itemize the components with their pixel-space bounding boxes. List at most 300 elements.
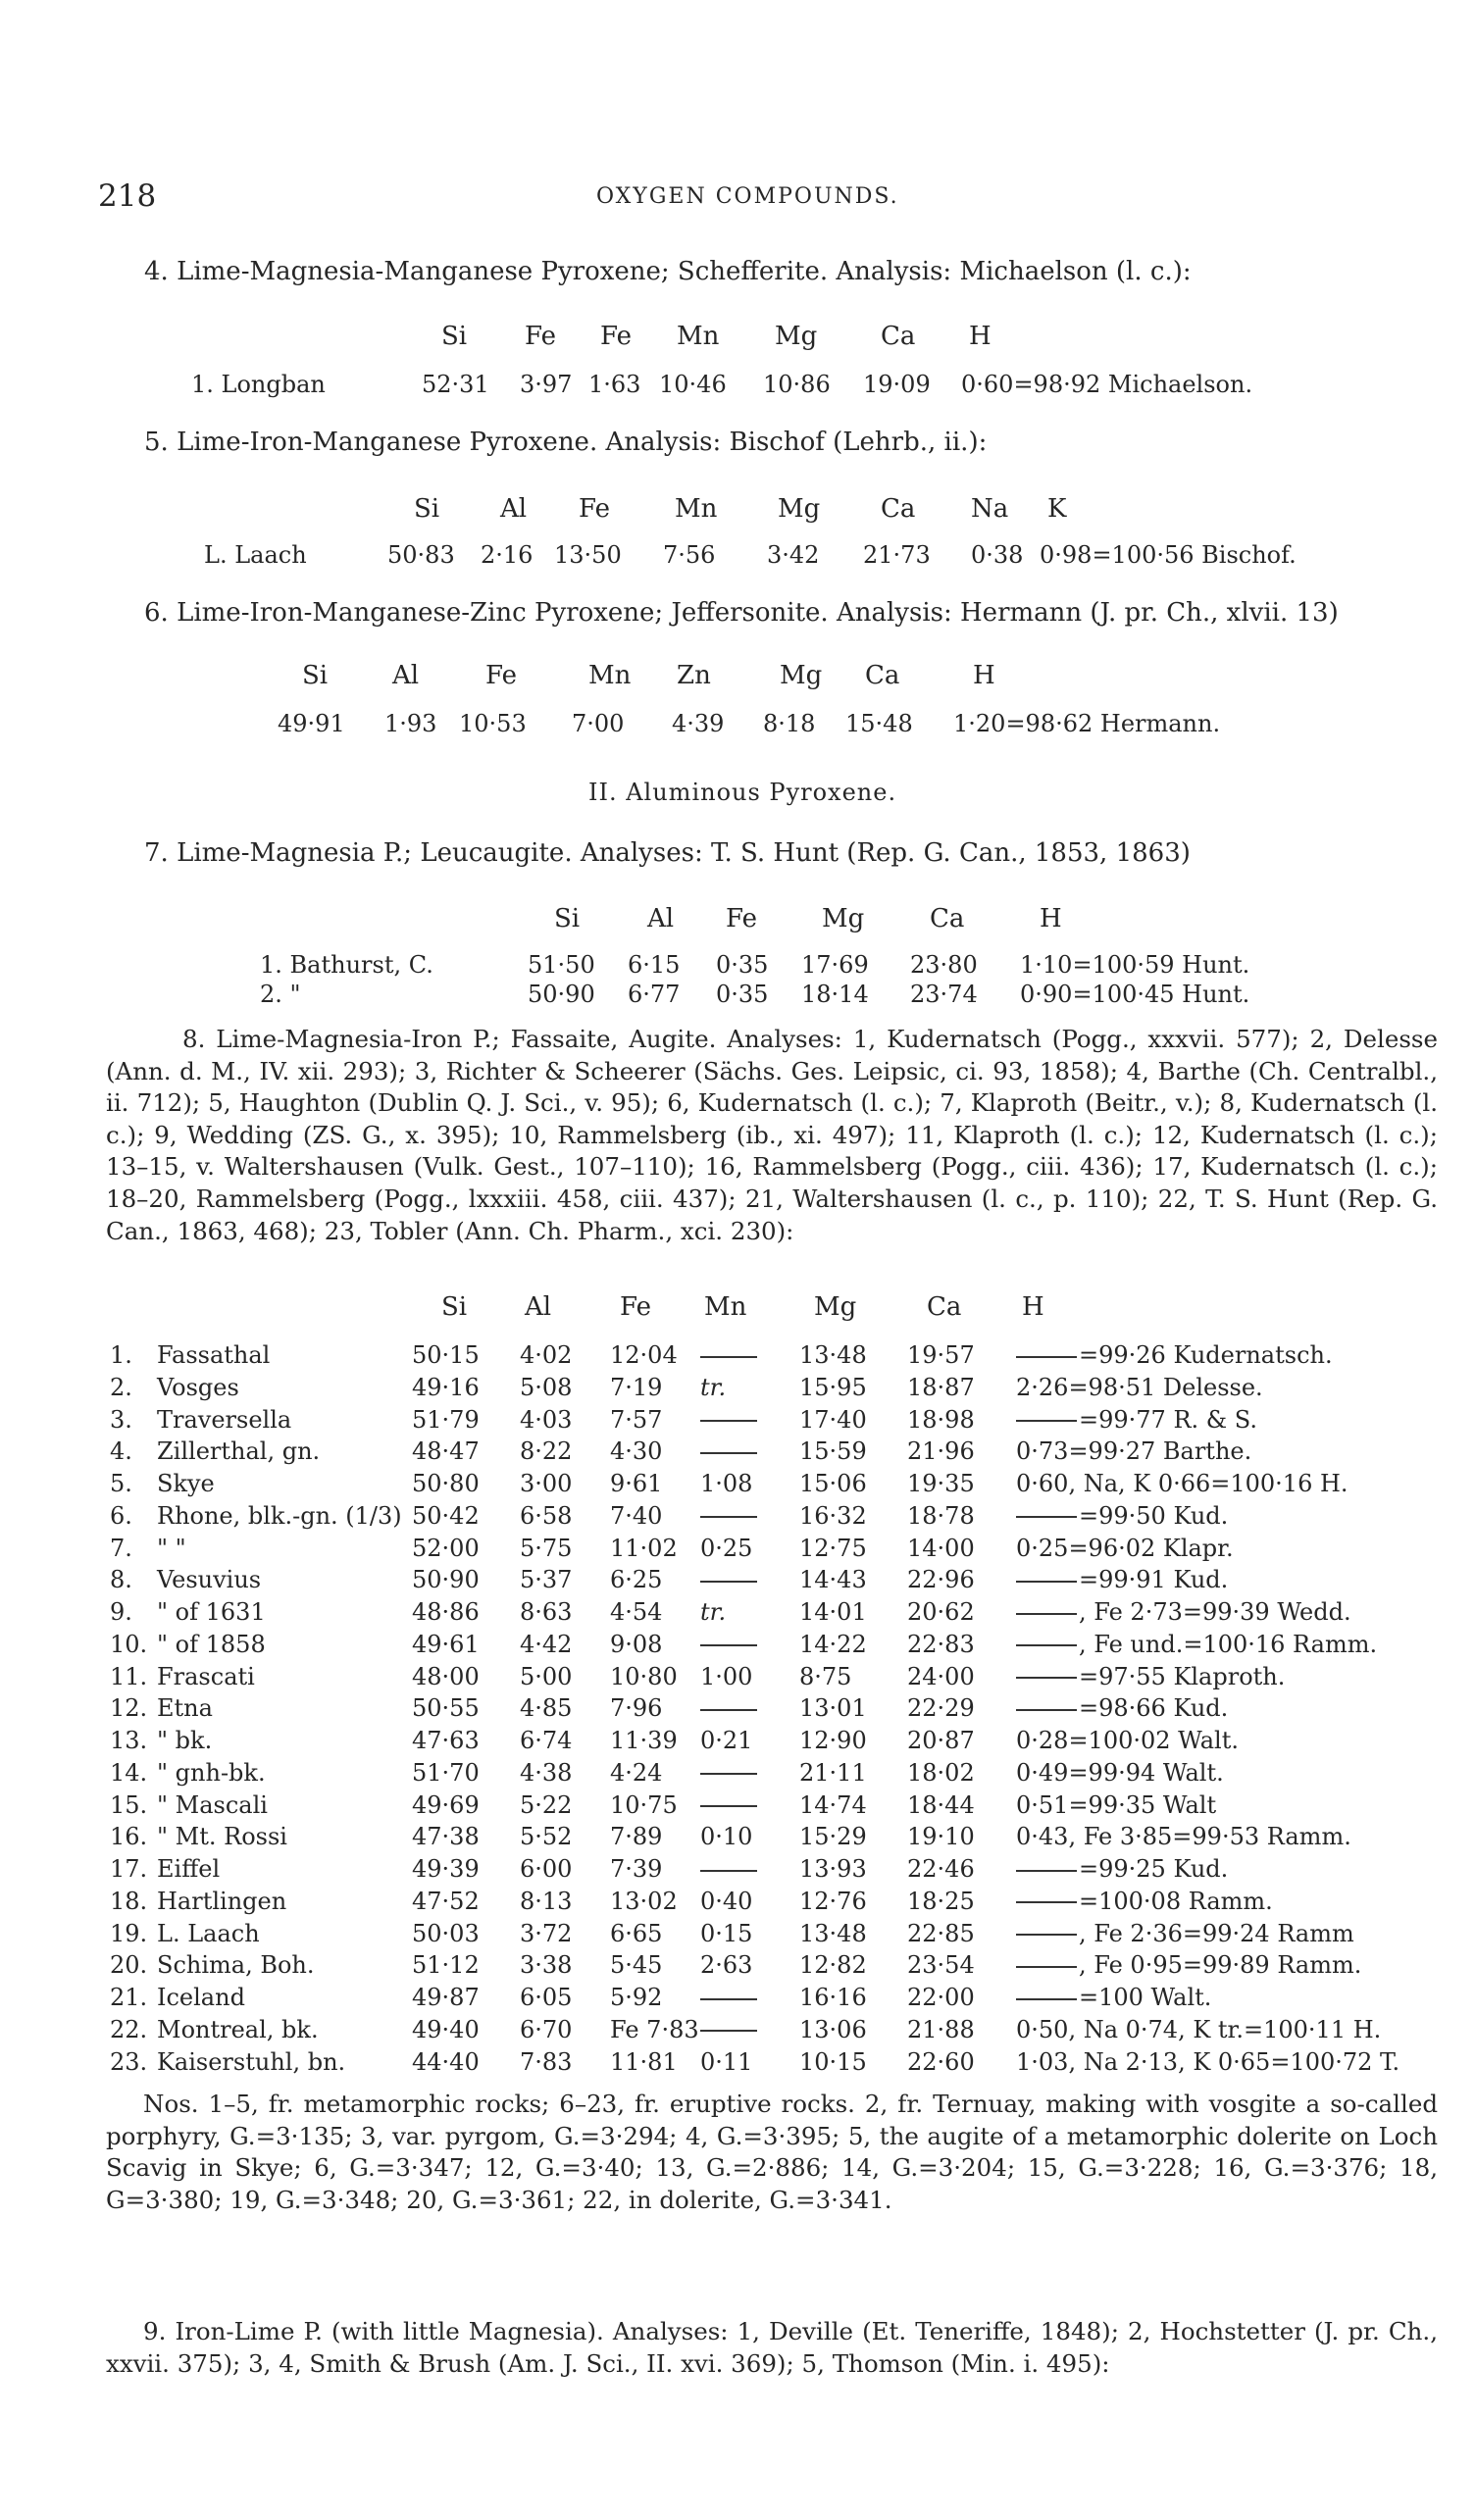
dash [1016, 1613, 1077, 1615]
row-label: 2. " [260, 981, 301, 1008]
cell-si: 51·79 [412, 1405, 480, 1434]
cell-ca: 22·60 [907, 2047, 975, 2076]
col-h: H [973, 661, 995, 690]
cell-n: 14. [110, 1758, 148, 1787]
cell-n: 17. [110, 1855, 148, 1883]
cell-text: , Fe 0·95=99·89 Ramm. [1079, 1951, 1362, 1980]
table-row [0, 1855, 1475, 1889]
cell-mg: 13·48 [799, 1919, 867, 1947]
cell-ca: 22·96 [907, 1566, 975, 1594]
cell-loc: Rhone, blk.-gn. (1/3) [157, 1501, 402, 1530]
cell-mg: 13·48 [799, 1341, 867, 1369]
col-al: Al [500, 494, 528, 524]
table-row [0, 2016, 1475, 2049]
cell-n: 21. [110, 1984, 148, 2011]
cell-mn: 0·21 [700, 1727, 753, 1754]
table-row [0, 1470, 1475, 1503]
cell-al: 4·42 [520, 1630, 573, 1658]
cell-ca: 19·57 [907, 1341, 975, 1369]
cell-si: 49·61 [412, 1630, 480, 1658]
cell-si: 47·63 [412, 1727, 480, 1754]
cell-loc: Montreal, bk. [157, 2015, 319, 2043]
cell-mn: 0·25 [700, 1534, 753, 1562]
cell-rest [1016, 1855, 1228, 1883]
cell-mn [700, 1759, 757, 1787]
cell-fe: 7·19 [610, 1373, 663, 1401]
cell-mg: 15·95 [799, 1373, 867, 1401]
cell-mg: 13·06 [799, 2015, 867, 2043]
section-7-header [0, 904, 1475, 943]
cell-al: 6·58 [520, 1501, 573, 1530]
cell-si: 51·12 [412, 1951, 480, 1980]
page-number: 218 [98, 178, 157, 214]
cell-ca: 22·00 [907, 1984, 975, 2011]
cell-mg: 16·16 [799, 1984, 867, 2011]
cell-n: 1. [110, 1341, 132, 1369]
cell-fe: 11·02 [610, 1534, 678, 1562]
cell: 3·97 [520, 371, 573, 398]
table-row [0, 1951, 1475, 1985]
cell-mg: 10·15 [799, 2047, 867, 2076]
dash [1016, 1966, 1077, 1968]
cell-mg: 12·76 [799, 1887, 867, 1915]
cell-n: 7. [110, 1534, 132, 1562]
cell: 6·15 [628, 951, 681, 979]
col-fe2: Fe [525, 322, 557, 351]
cell-rest: 0·51=99·35 Walt [1016, 1790, 1217, 1819]
cell-fe: 11·81 [610, 2047, 678, 2076]
cell-rest [1016, 1566, 1228, 1593]
cell: 10·53 [459, 710, 527, 737]
section-4-header [0, 322, 1475, 361]
section-4-title: 4. Lime-Magnesia-Manganese Pyroxene; Schefferite. Analysis: Michaelson (l. c.): [144, 257, 1192, 286]
cell: 21·73 [863, 541, 931, 569]
cell-fe: 10·75 [610, 1790, 678, 1819]
cell: 51·50 [528, 951, 595, 979]
cell-loc: Etna [157, 1694, 213, 1723]
cell-al: 5·22 [520, 1790, 573, 1819]
cell-mn [700, 1855, 757, 1883]
cell-si: 52·00 [412, 1534, 480, 1562]
cell-fe: 4·30 [610, 1437, 663, 1466]
cell-n: 10. [110, 1630, 148, 1658]
cell-ca: 23·54 [907, 1951, 975, 1980]
cell-ca: 14·00 [907, 1534, 975, 1562]
cell-mg: 12·75 [799, 1534, 867, 1562]
cell-si: 44·40 [412, 2047, 480, 2076]
cell: 1·93 [384, 710, 437, 737]
cell-n: 16. [110, 1823, 148, 1851]
cell-n: 22. [110, 2015, 148, 2043]
cell: 0·35 [716, 951, 769, 979]
cell-n: 11. [110, 1662, 148, 1690]
dash [700, 1420, 757, 1422]
cell-fe: 11·39 [610, 1727, 678, 1754]
cell-rest: 0·49=99·94 Walt. [1016, 1758, 1224, 1787]
cell: 10·86 [763, 371, 831, 398]
dash [1016, 1998, 1077, 2000]
cell-text: =99·50 Kud. [1079, 1501, 1229, 1530]
section-7-row-2 [0, 981, 1475, 1014]
cell-n: 5. [110, 1470, 132, 1497]
cell-text: =99·25 Kud. [1079, 1855, 1229, 1883]
cell-loc: Vosges [157, 1373, 239, 1401]
cell-rest: 0·60, Na, K 0·66=100·16 H. [1016, 1470, 1348, 1497]
cell-mn: 0·10 [700, 1823, 753, 1851]
cell: 1·10=100·59 Hunt. [1020, 951, 1250, 979]
table-row [0, 1502, 1475, 1536]
cell: 0·60=98·92 Michaelson. [961, 371, 1253, 398]
cell-rest [1016, 1598, 1351, 1626]
col-ca: Ca [930, 904, 965, 933]
cell-loc: Eiffel [157, 1855, 221, 1883]
cell-mg: 14·22 [799, 1630, 867, 1658]
col-mg: Mg [780, 661, 823, 690]
cell-fe: 6·25 [610, 1566, 663, 1594]
cell-ca: 18·25 [907, 1887, 975, 1915]
cell-mn [700, 2016, 757, 2043]
cell-ca: 19·10 [907, 1823, 975, 1851]
cell-rest [1016, 1694, 1228, 1722]
cell-al: 4·85 [520, 1694, 573, 1723]
cell-mn: tr. [700, 1373, 727, 1401]
cell-mn [700, 1694, 757, 1722]
dash [700, 1452, 757, 1454]
cell-mg: 14·74 [799, 1790, 867, 1819]
cell: 52·31 [422, 371, 489, 398]
cell-n: 6. [110, 1501, 132, 1530]
cell-mn: 2·63 [700, 1951, 753, 1980]
cell-rest [1016, 1341, 1333, 1369]
col-fe: Fe [579, 494, 611, 524]
cell-mn [700, 1437, 757, 1465]
cell-mn: 0·40 [700, 1887, 753, 1915]
cell-text: =97·55 Klaproth. [1079, 1662, 1286, 1690]
col-fe: Fe [485, 661, 518, 690]
cell-rest [1016, 1888, 1273, 1915]
running-title: OXYGEN COMPOUNDS. [596, 184, 899, 209]
cell-ca: 20·62 [907, 1598, 975, 1626]
col-si: Si [441, 322, 468, 351]
table-row [0, 1888, 1475, 1921]
cell-n: 2. [110, 1373, 132, 1401]
cell: 23·80 [910, 951, 978, 979]
cell-loc: Iceland [157, 1984, 245, 2011]
cell-al: 4·02 [520, 1341, 573, 1369]
dash [700, 1805, 757, 1807]
cell-mg: 17·40 [799, 1405, 867, 1434]
cell: 18·14 [801, 981, 869, 1008]
cell-al: 7·83 [520, 2047, 573, 2076]
page-header [98, 178, 961, 218]
cell: 0·35 [716, 981, 769, 1008]
table-row [0, 1535, 1475, 1568]
col-mg: Mg [822, 904, 865, 933]
dash [1016, 1356, 1077, 1358]
cell-ca: 19·35 [907, 1470, 975, 1497]
dash [1016, 1901, 1077, 1903]
cell-mn [700, 1406, 757, 1434]
cell-ca: 22·29 [907, 1694, 975, 1723]
cell-ca: 18·98 [907, 1405, 975, 1434]
cell-n: 19. [110, 1919, 148, 1947]
cell-si: 48·86 [412, 1598, 480, 1626]
dash [1016, 1709, 1077, 1711]
cell-al: 4·03 [520, 1405, 573, 1434]
col-ca: Ca [865, 661, 900, 690]
cell-al: 5·75 [520, 1534, 573, 1562]
dash [700, 1998, 757, 2000]
cell-loc: Fassathal [157, 1341, 271, 1369]
cell-mg: 16·32 [799, 1501, 867, 1530]
cell-n: 13. [110, 1727, 148, 1754]
col-h: H [1040, 904, 1062, 933]
table-row [0, 1759, 1475, 1792]
cell-text: , Fe 2·73=99·39 Wedd. [1079, 1598, 1351, 1626]
cell-rest [1016, 1663, 1285, 1690]
col-al: Al [525, 1292, 552, 1322]
cell-fe: 13·02 [610, 1887, 678, 1915]
cell: 19·09 [863, 371, 931, 398]
cell-n: 12. [110, 1694, 148, 1723]
cell: 0·90=100·45 Hunt. [1020, 981, 1250, 1008]
dash [700, 2030, 757, 2032]
cell-si: 51·70 [412, 1758, 480, 1787]
cell-ca: 22·83 [907, 1630, 975, 1658]
cell-fe: 5·45 [610, 1951, 663, 1980]
cell-fe: 10·80 [610, 1662, 678, 1690]
cell-mn: 0·15 [700, 1919, 753, 1947]
dash [1016, 1870, 1077, 1872]
cell-mn [700, 1791, 757, 1819]
cell-text: =99·91 Kud. [1079, 1566, 1229, 1594]
table-row [0, 1598, 1475, 1632]
cell-loc: " gnh-bk. [157, 1758, 266, 1787]
col-mn: Mn [588, 661, 632, 690]
col-si: Si [554, 904, 581, 933]
cell-loc: " Mascali [157, 1790, 268, 1819]
cell-mn [700, 1566, 757, 1593]
section-7-row-1 [0, 951, 1475, 984]
cell-al: 5·52 [520, 1823, 573, 1851]
dash [700, 1644, 757, 1646]
col-h: H [1022, 1292, 1044, 1322]
cell-al: 6·74 [520, 1727, 573, 1754]
col-ca: Ca [881, 322, 916, 351]
table-row [0, 1694, 1475, 1728]
cell-loc: Hartlingen [157, 1887, 287, 1915]
cell-mn [700, 1502, 757, 1530]
cell-ca: 18·44 [907, 1790, 975, 1819]
cell-n: 9. [110, 1598, 132, 1626]
cell-rest [1016, 1984, 1211, 2011]
cell-al: 4·38 [520, 1758, 573, 1787]
col-si: Si [414, 494, 440, 524]
section-5-row [0, 541, 1475, 575]
cell-loc: Zillerthal, gn. [157, 1437, 321, 1466]
cell: 0·98=100·56 Bischof. [1040, 541, 1297, 569]
cell-mg: 12·82 [799, 1951, 867, 1980]
cell-si: 49·16 [412, 1373, 480, 1401]
cell-rest [1016, 1920, 1354, 1947]
cell-loc: " Mt. Rossi [157, 1823, 287, 1851]
cell-al: 8·13 [520, 1887, 573, 1915]
cell-text: =99·77 R. & S. [1079, 1405, 1257, 1434]
cell-text: , Fe und.=100·16 Ramm. [1079, 1630, 1378, 1658]
cell-mg: 8·75 [799, 1662, 852, 1690]
cell-n: 4. [110, 1437, 132, 1466]
cell-text: =99·26 Kudernatsch. [1079, 1341, 1333, 1369]
cell-al: 8·22 [520, 1437, 573, 1466]
section-7-title: 7. Lime-Magnesia P.; Leucaugite. Analyses: T. S. Hunt (Rep. G. Can., 1853, 1863) [144, 838, 1191, 868]
cell-fe: 4·24 [610, 1758, 663, 1787]
col-mg: Mg [778, 494, 821, 524]
cell-rest: 0·25=96·02 Klapr. [1016, 1534, 1234, 1562]
table-row [0, 1920, 1475, 1953]
cell: 10·46 [659, 371, 727, 398]
dash [700, 1516, 757, 1518]
col-mg: Mg [814, 1292, 857, 1322]
cell-al: 6·00 [520, 1855, 573, 1883]
cell-si: 49·40 [412, 2015, 480, 2043]
cell-fe: 12·04 [610, 1341, 678, 1369]
cell-mn [700, 1631, 757, 1658]
col-fe: Fe [726, 904, 758, 933]
table-row [0, 1341, 1475, 1375]
cell-mg: 15·29 [799, 1823, 867, 1851]
cell-fe: 6·65 [610, 1919, 663, 1947]
dash [1016, 1516, 1077, 1518]
cell-fe: 7·96 [610, 1694, 663, 1723]
col-zn: Zn [677, 661, 711, 690]
cell-rest: 2·26=98·51 Delesse. [1016, 1373, 1263, 1401]
cell-al: 8·63 [520, 1598, 573, 1626]
cell-loc: " of 1631 [157, 1598, 266, 1626]
cell-si: 49·87 [412, 1984, 480, 2011]
cell-n: 15. [110, 1790, 148, 1819]
cell-loc: " bk. [157, 1727, 213, 1754]
dash [1016, 1677, 1077, 1679]
cell-ca: 21·96 [907, 1437, 975, 1466]
table-row [0, 1566, 1475, 1599]
cell: 1·63 [588, 371, 641, 398]
cell-loc: Schima, Boh. [157, 1951, 315, 1980]
cell-text: =100·08 Ramm. [1079, 1887, 1273, 1915]
col-mg: Mg [775, 322, 818, 351]
cell: 17·69 [801, 951, 869, 979]
table-row [0, 1791, 1475, 1825]
col-k: K [1047, 494, 1067, 524]
dash [1016, 1644, 1077, 1646]
cell-fe: 7·40 [610, 1501, 663, 1530]
table-row [0, 1374, 1475, 1407]
cell-ca: 18·87 [907, 1373, 975, 1401]
cell-mn [700, 1341, 757, 1369]
cell-n: 3. [110, 1405, 132, 1434]
cell-mg: 13·93 [799, 1855, 867, 1883]
cell-fe: 7·39 [610, 1855, 663, 1883]
cell-mg: 21·11 [799, 1758, 867, 1787]
table-row [0, 1631, 1475, 1664]
table-row [0, 1663, 1475, 1696]
cell-si: 47·52 [412, 1887, 480, 1915]
cell-si: 48·00 [412, 1662, 480, 1690]
cell-loc: Vesuvius [157, 1566, 262, 1594]
cell: 49·91 [278, 710, 345, 737]
row-label: 1. Bathurst, C. [260, 951, 433, 979]
cell-ca: 20·87 [907, 1727, 975, 1754]
cell-al: 5·08 [520, 1373, 573, 1401]
cell: 50·90 [528, 981, 595, 1008]
cell: 7·56 [663, 541, 716, 569]
cell-fe: 7·57 [610, 1405, 663, 1434]
cell-rest [1016, 1951, 1361, 1979]
cell-ca: 18·02 [907, 1758, 975, 1787]
dash [1016, 1581, 1077, 1583]
cell-al: 5·37 [520, 1566, 573, 1594]
cell-al: 5·00 [520, 1662, 573, 1690]
cell-mn: 0·11 [700, 2047, 753, 2076]
cell-text: =100 Walt. [1079, 1984, 1212, 2011]
cell: 4·39 [672, 710, 725, 737]
cell-loc: L. Laach [157, 1919, 260, 1947]
cell: 50·83 [387, 541, 455, 569]
cell-mg: 13·01 [799, 1694, 867, 1723]
cell-rest: 0·73=99·27 Barthe. [1016, 1437, 1252, 1466]
col-al: Al [647, 904, 675, 933]
cell-si: 50·80 [412, 1470, 480, 1497]
dash [700, 1773, 757, 1775]
cell: 6·77 [628, 981, 681, 1008]
cell-si: 49·69 [412, 1790, 480, 1819]
dash [700, 1709, 757, 1711]
cell-n: 8. [110, 1566, 132, 1594]
col-al: Al [392, 661, 420, 690]
cell: 0·38 [971, 541, 1024, 569]
col-fe: Fe [600, 322, 633, 351]
cell-mn: 1·00 [700, 1662, 753, 1690]
cell-mg: 15·06 [799, 1470, 867, 1497]
cell-ca: 21·88 [907, 2015, 975, 2043]
section-ii-title: II. Aluminous Pyroxene. [588, 779, 897, 806]
cell-loc: Frascati [157, 1662, 255, 1690]
cell-si: 50·90 [412, 1566, 480, 1594]
cell-loc: " " [157, 1534, 186, 1562]
col-si: Si [302, 661, 329, 690]
col-ca: Ca [927, 1292, 962, 1322]
cell-rest: 0·50, Na 0·74, K tr.=100·11 H. [1016, 2015, 1382, 2043]
cell-si: 47·38 [412, 1823, 480, 1851]
cell-rest [1016, 1406, 1257, 1434]
cell-n: 23. [110, 2047, 148, 2076]
cell: 8·18 [763, 710, 816, 737]
cell-mn: tr. [700, 1598, 727, 1626]
cell-al: 3·00 [520, 1470, 573, 1497]
dash [700, 1870, 757, 1872]
dash [1016, 1934, 1077, 1936]
cell-al: 6·70 [520, 2015, 573, 2043]
section-8-header [0, 1292, 1475, 1332]
cell-mg: 14·43 [799, 1566, 867, 1594]
cell-al: 3·38 [520, 1951, 573, 1980]
row-label: L. Laach [204, 541, 307, 569]
cell-si: 50·55 [412, 1694, 480, 1723]
cell-si: 50·03 [412, 1919, 480, 1947]
cell: 23·74 [910, 981, 978, 1008]
table-row [0, 1727, 1475, 1760]
table-row [0, 1406, 1475, 1439]
cell-rest [1016, 1502, 1228, 1530]
